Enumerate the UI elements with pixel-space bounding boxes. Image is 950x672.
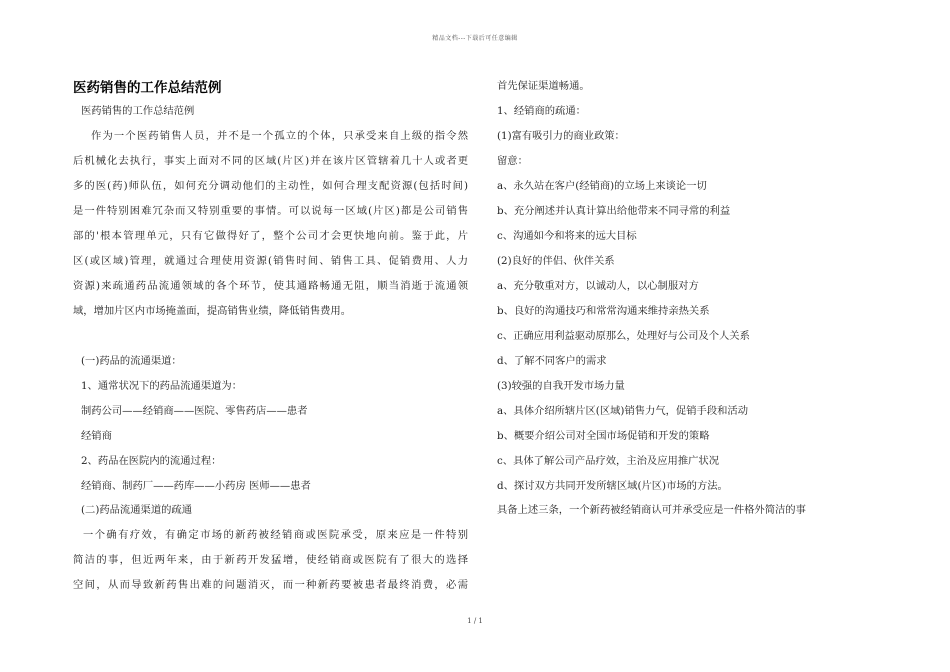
- para2-line: 简洁的事，但近两年来，由于新药开发猛增，使经销商或医院有了很大的选择: [73, 554, 468, 566]
- right-line: b、充分阐述并认真计算出给他带来不同寻常的利益: [497, 205, 731, 217]
- para1-line: 多的医(药)师队伍，如何充分调动他们的主动性，如何合理支配资源(包括时间): [73, 180, 468, 192]
- subtitle: 医药销售的工作总结范例: [81, 105, 195, 117]
- distributor-label: 经销商: [81, 430, 112, 442]
- para1-line: 区(或区域)管理，就通过合理使用资源(销售时间、销售工具、促销费用、人力: [73, 255, 468, 267]
- right-line: c、具体了解公司产品疗效，主治及应用推广状况: [497, 455, 720, 467]
- right-line: a、具体介绍所辖片区(区域)销售力气，促销手段和活动: [497, 405, 749, 417]
- list-item: 2、药品在医院内的流通过程：: [81, 455, 222, 467]
- right-line: a、充分敬重对方，以诚动人，以心制服对方: [497, 280, 699, 292]
- right-line: 首先保证渠道畅通。: [497, 80, 590, 92]
- channel-chain-2: 经销商、制药厂——药库——小药房 医师——患者: [81, 480, 311, 492]
- channel-chain-1: 制药公司——经销商——医院、零售药店——患者: [81, 405, 308, 417]
- right-line: 留意：: [497, 155, 528, 167]
- para1-line: 作为一个医药销售人员，并不是一个孤立的个体，只承受来自上级的指令然: [91, 130, 468, 142]
- right-line: c、正确应用利益驱动原那么，处理好与公司及个人关系: [497, 330, 750, 342]
- page-number: 1 / 1: [467, 617, 483, 625]
- para1-line: 后机械化去执行，事实上面对不同的区域(片区)并在该片区管辖着几十人或者更: [73, 155, 468, 167]
- page-header-note: 精品文档---下载后可任意编辑: [432, 35, 518, 42]
- document-title: 医药销售的工作总结范例: [73, 80, 222, 96]
- right-line: (2)良好的伴侣、伙伴关系: [497, 255, 615, 267]
- para1-line: 域，增加片区内市场掩盖面，提高销售业绩，降低销售费用。: [73, 305, 352, 317]
- right-line: c、沟通如今和将来的远大目标: [497, 230, 637, 242]
- para2-line: 一个确有疗效，有确定市场的新药被经销商或医院承受，原来应是一件特别: [83, 529, 468, 541]
- right-line: d、探讨双方共同开发所辖区域(片区)市场的方法。: [497, 480, 728, 492]
- right-line: 1、经销商的疏通：: [497, 105, 586, 117]
- list-item: 1、通常状况下的药品流通渠道为：: [81, 380, 243, 392]
- right-line: (1)富有吸引力的商业政策：: [497, 130, 625, 142]
- right-line: a、永久站在客户(经销商)的立场上来谈论一切: [497, 180, 707, 192]
- para1-line: 资源)来疏通药品流通领域的各个环节，使其通路畅通无阻，顺当消逝于流通领: [73, 280, 468, 292]
- right-line: d、了解不同客户的需求: [497, 355, 607, 367]
- para1-line: 部的'根本管理单元，只有它做得好了，整个公司才会更快地向前。鉴于此，片: [73, 230, 468, 242]
- section-heading-2: (二)药品流通渠道的疏通: [81, 504, 193, 516]
- section-heading-1: (一)药品的流通渠道：: [81, 355, 182, 367]
- para2-line: 空间，从而导致新药售出难的问题消灭，而一种新药要被患者最终消费，必需: [73, 579, 468, 591]
- right-line: b、良好的沟通技巧和常常沟通来维持亲热关系: [497, 305, 710, 317]
- right-line: 具备上述三条，一个新药被经销商认可并承受应是一件格外简洁的事: [497, 504, 806, 516]
- right-line: b、概要介绍公司对全国市场促销和开发的策略: [497, 430, 710, 442]
- para1-line: 是一件特别困难冗杂而又特别重要的事情。可以说每一区域(片区)都是公司销售: [73, 205, 468, 217]
- right-line: (3)较强的自我开发市场力量: [497, 380, 625, 392]
